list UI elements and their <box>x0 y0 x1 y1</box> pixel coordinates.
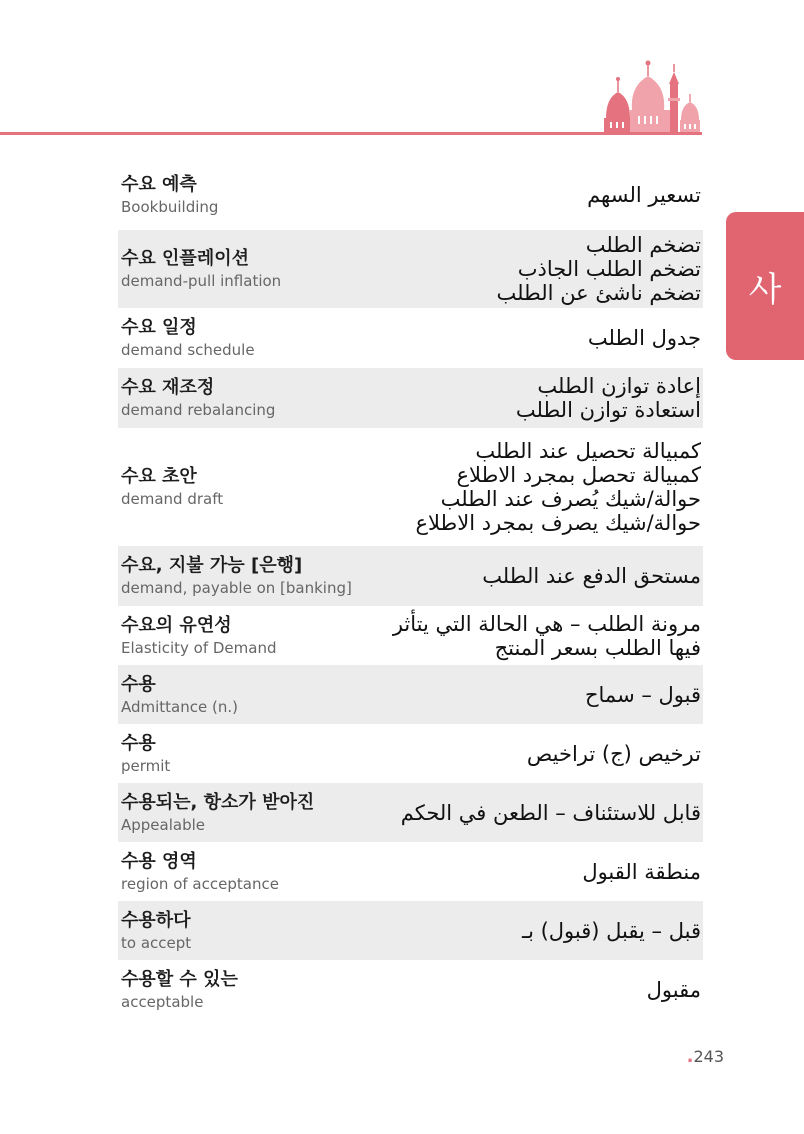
arabic-term: حوالة/شيك يُصرف عند الطلب <box>440 487 701 511</box>
glossary-entry <box>118 546 703 606</box>
english-term: Elasticity of Demand <box>121 638 277 657</box>
arabic-term: تسعير السهم <box>587 183 701 207</box>
english-term: Appealable <box>121 815 206 834</box>
arabic-term: قبل – يقبل (قبول) بـ <box>521 918 701 943</box>
glossary-entry <box>118 783 703 842</box>
english-term: region of acceptance <box>121 874 279 893</box>
glossary-entry <box>118 308 703 368</box>
page-number-value: 243 <box>693 1047 724 1066</box>
arabic-term: إعادة توازن الطلب <box>537 374 701 398</box>
korean-term: 수요 재조정 <box>121 377 215 398</box>
page-number <box>687 1046 724 1067</box>
arabic-term: جدول الطلب <box>587 326 701 350</box>
arabic-term: فيها الطلب بسعر المنتج <box>494 635 701 660</box>
arabic-term: مستحق الدفع عند الطلب <box>482 564 701 588</box>
arabic-term: حوالة/شيك يصرف بمجرد الاطلاع <box>415 511 701 535</box>
arabic-term: ترخيص (ج) تراخيص <box>526 741 701 766</box>
korean-term: 수용되는, 항소가 받아진 <box>121 791 315 813</box>
arabic-term: قبول – سماح <box>584 682 701 707</box>
korean-term: 수요의 유연성 <box>121 614 232 636</box>
page-number-dot: . <box>686 1046 694 1067</box>
english-term: demand rebalancing <box>121 401 276 419</box>
english-term: demand, payable on [banking] <box>121 579 352 597</box>
english-term: Bookbuilding <box>121 198 219 216</box>
korean-term: 수요 초안 <box>121 466 197 487</box>
glossary-entry <box>118 368 703 428</box>
korean-term: 수요 인플레이션 <box>121 248 249 269</box>
arabic-term: مرونة الطلب – هي الحالة التي يتأثر <box>392 611 701 636</box>
chapter-tab[interactable] <box>726 212 804 360</box>
glossary-entry <box>118 160 703 230</box>
glossary-entry <box>118 842 703 901</box>
arabic-term: منطقة القبول <box>582 859 701 884</box>
glossary-entry <box>118 428 703 546</box>
korean-term: 수요, 지불 가능 [은행] <box>121 555 303 576</box>
mosque-domes-icon <box>600 58 702 134</box>
english-term: demand-pull inflation <box>121 272 282 290</box>
korean-term: 수요 예측 <box>121 174 197 195</box>
korean-term: 수용할 수 있는 <box>121 968 238 990</box>
english-term: Admittance (n.) <box>121 697 238 716</box>
arabic-term: قابل للاستئناف – الطعن في الحكم <box>400 800 701 825</box>
arabic-term: استعادة توازن الطلب <box>515 398 701 422</box>
glossary-entry <box>118 724 703 783</box>
arabic-term: تضخم ناشئ عن الطلب <box>496 281 701 305</box>
glossary-entries <box>118 160 703 1019</box>
glossary-entry <box>118 901 703 960</box>
arabic-term: مقبول <box>646 977 701 1002</box>
english-term: acceptable <box>121 992 204 1011</box>
chapter-tab-label: 사 <box>748 269 782 310</box>
english-term: demand schedule <box>121 341 255 359</box>
english-term: demand draft <box>121 490 224 508</box>
arabic-term: كمبيالة تحصيل عند الطلب <box>475 439 701 463</box>
korean-term: 수용 <box>121 673 156 695</box>
glossary-entry <box>118 606 703 665</box>
glossary-entry <box>118 960 703 1019</box>
english-term: to accept <box>121 933 192 952</box>
english-term: permit <box>121 756 171 775</box>
korean-term: 수요 일정 <box>121 317 197 338</box>
korean-term: 수용 영역 <box>121 850 197 872</box>
arabic-term: تضخم الطلب <box>585 233 701 257</box>
korean-term: 수용 <box>121 732 156 754</box>
korean-term: 수용하다 <box>121 909 191 931</box>
arabic-term: كمبيالة تحصل بمجرد الاطلاع <box>456 463 701 487</box>
arabic-term: تضخم الطلب الجاذب <box>517 257 701 281</box>
header-rule <box>0 132 702 135</box>
glossary-entry <box>118 665 703 724</box>
glossary-entry <box>118 230 703 308</box>
